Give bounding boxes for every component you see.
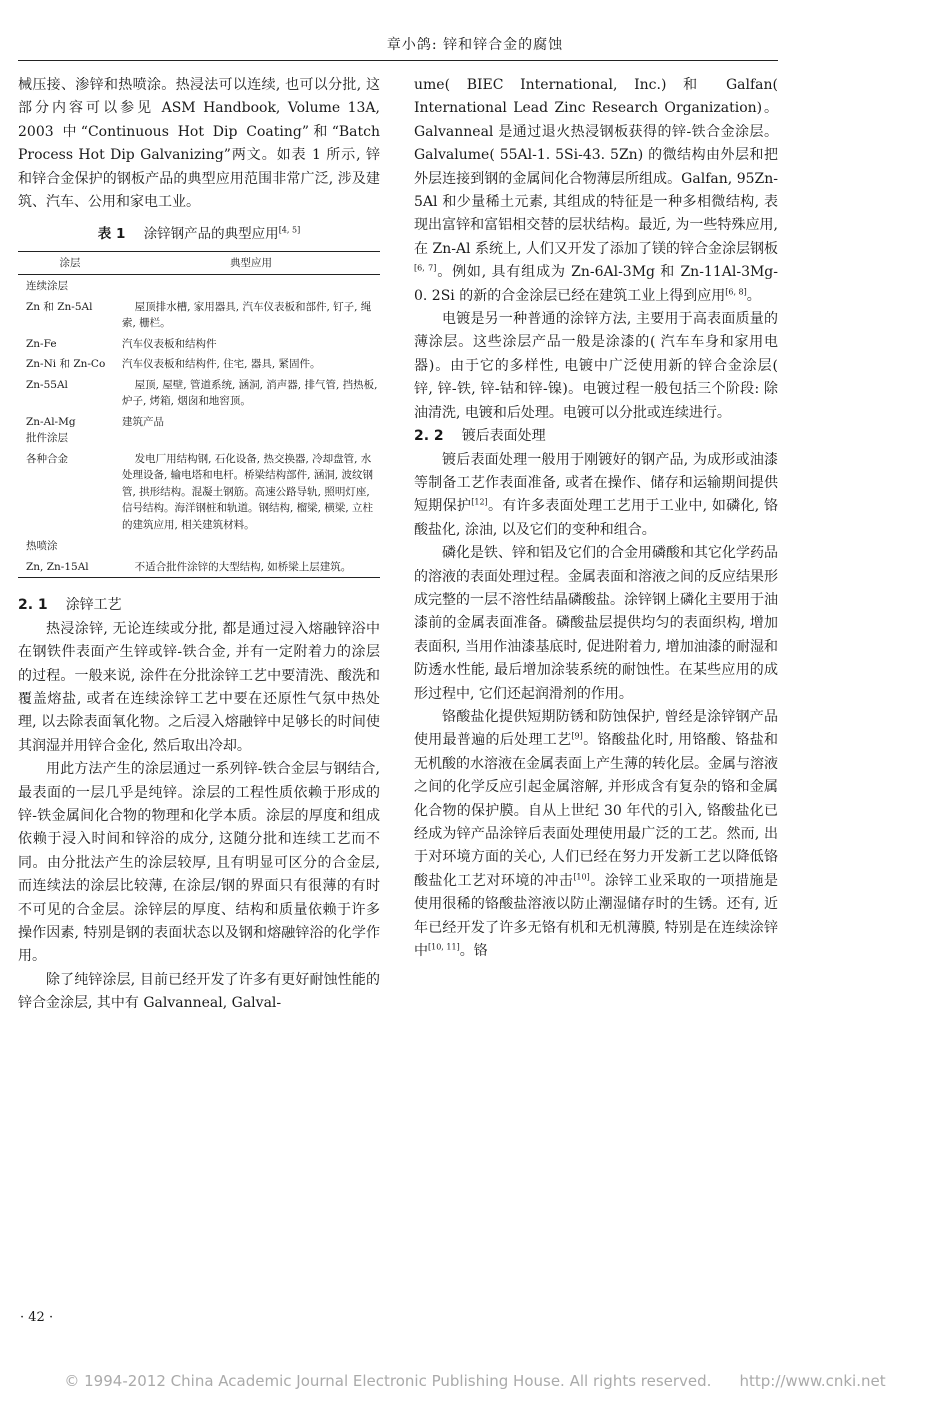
table-caption-label: 表 1 — [97, 226, 126, 243]
table-cell-coating: Zn-Ni 和 Zn-Co — [26, 358, 106, 371]
table-cell-text: 屋顶, 屋壁, 管道系统, 涵洞, 消声器, 排气管, 挡热板, 炉子, 烤箱, 烟囱和地窖顶。 — [122, 378, 378, 408]
citation: [12] — [471, 497, 488, 507]
table-cell-text: 发电厂用结构钢, 石化设备, 热交换器, 冷却盘管, 水处理设备, 输电塔和电杆。桥梁结构部件, 涵洞, 波纹钢管, 拱形结构。混凝土钢筋。高速公路导轨, 照明灯座, 信号结构。海洋钢桩和轨道。钢结构, 榴梁, 横梁, 立柱的建筑应用, 相关建筑材料。 — [122, 452, 374, 531]
table-row — [18, 354, 380, 375]
text-run: 。例如, 具有组成为 Zn-6Al-3Mg 和 Zn-11Al-3Mg-0. 2Si 的新的合金涂层已经在建筑工业上得到应用 — [414, 264, 779, 304]
section-title: 涂锌工艺 — [65, 597, 122, 614]
left-paragraph-1: 械压接、渗锌和热喷涂。热浸法可以连续, 也可以分批, 这部分内容可以参见 ASM Handbook, Volume 13A, 2003 中“Continuous Hot Dip Coating”和“Batch Process Hot Dip Galvanizing”两文。如表 1 所示, 锌和锌合金保护的钢板产品的典型应用范围非常广泛, 涉及建筑、汽车、公用和家电工业。 — [18, 77, 380, 211]
table-row — [18, 449, 380, 536]
table-row — [18, 375, 380, 412]
left-paragraph-3: 用此方法产生的涂层通过一系列锌-铁合金层与钢结合, 最表面的一层几乎是纯锌。涂层的工程性质依赖于形成的锌-铁金属间化合物的物理和化学本质。涂层的厚度和组成依赖于浸入时间和锌浴的成分, 这随分批和连续工艺而不同。由分批法产生的涂层较厚, 且有明显可区分的合金层, 而连续法的涂层比较薄, 在涂层/钢的界面只有很薄的有时不可见的合金层。涂锌层的厚度、结构和质量依赖于许多操作因素, 特别是钢的表面状态以及钢和熔融锌浴的化学作用。 — [18, 761, 380, 965]
table-cell-coating: Zn 和 Zn-5Al — [26, 300, 93, 313]
table-cell-application — [122, 297, 380, 334]
text-run: 镀后表面处理一般用于刚镀好的钢产品, 为成形或油漆等制备工艺作表面准备, 或者在操作、储存和运输期间提供短期保护 — [414, 451, 778, 515]
table-header-coating: 涂层 — [59, 256, 81, 269]
citation: [10] — [573, 872, 590, 882]
table-cell-application — [122, 375, 380, 412]
citation: [6, 7] — [414, 263, 437, 273]
running-header: 章小鸽: 锌和锌合金的腐蚀 — [386, 37, 564, 53]
table-cell-application: 汽车仪表板和结构件 — [122, 337, 217, 350]
right-column — [414, 74, 778, 963]
table-category: 连续涂层 — [26, 280, 68, 293]
left-paragraph-4: 除了纯锌涂层, 目前已经开发了许多有更好耐蚀性能的锌合金涂层, 其中有 Galvanneal, Galval- — [18, 971, 380, 1012]
table-cell-text: Zn-Al-Mg — [26, 415, 76, 428]
text-run: 铬酸盐化提供短期防锈和防蚀保护, 曾经是涂锌钢产品使用最普遍的后处理工艺 — [414, 708, 778, 749]
table-cell-application: 建筑产品 — [122, 415, 164, 428]
right-paragraph-5 — [414, 706, 778, 963]
right-paragraph-3 — [414, 449, 778, 543]
text-run: 。铬酸盐化时, 用铬酸、铬盐和无机酸的水溶液在金属表面上产生薄的转化层。金属与溶液之间的化学反应引起金属溶解, 并形成含有复杂的铬和金属化合物的保护膜。自从上世纪 30 年代的引入, 铬酸盐化已经成为锌产品涂锌后表面处理使用最广泛的工艺。然而, 出于对环境方面的关心, 人们已经在努力开发新工艺以降低铬酸盐化工艺对环境的冲击 — [414, 732, 779, 889]
table-cell-coating: Zn-Fe — [26, 337, 57, 350]
text-run: 。有许多表面处理工艺用于工业中, 如磷化, 铬酸盐化, 涂油, 以及它们的变种和组合。 — [414, 498, 778, 538]
table-cell-text: 批件涂层 — [26, 432, 68, 445]
footer-link[interactable]: http://www.cnki.net — [739, 1372, 886, 1390]
table-header-row — [18, 251, 380, 275]
table-caption — [18, 223, 380, 246]
page-number: · 42 · — [20, 1310, 54, 1325]
table-cell-text: 屋顶排水槽, 家用器具, 汽车仪表板和部件, 钉子, 绳索, 栅栏。 — [122, 300, 372, 330]
table-row — [18, 275, 380, 297]
text-run: 。涂锌工业采取的一项措施是使用很稀的铬酸盐溶液以防止潮湿储存时的生锈。还有, 近年已经开发了许多无铬有机和无机薄膜, 特别是在连续涂锌中 — [414, 872, 779, 960]
citation: [10, 11] — [428, 942, 460, 952]
citation: [9] — [571, 731, 583, 741]
footer-copyright: © 1994-2012 China Academic Journal Electronic Publishing House. All rights reserved. — [64, 1372, 712, 1390]
table-caption-text: 涂锌钢产品的典型应用 — [143, 226, 279, 243]
table-caption-ref: [4, 5] — [278, 225, 301, 235]
section-number: 2. 1 — [18, 597, 48, 614]
text-run: 。 — [746, 287, 761, 304]
table-cell-coating — [18, 412, 122, 449]
table-cell-coating: 各种合金 — [26, 452, 68, 465]
table-cell-application: 汽车仪表板和结构件, 住宅, 器具, 紧固件。 — [122, 358, 321, 371]
left-paragraph-2: 热浸涂锌, 无论连续或分批, 都是通过浸入熔融锌浴中在钢铁件表面产生锌或锌-铁合金, 并有一定附着力的涂层的过程。一般来说, 涂件在分批涂锌工艺中要清洗、酸洗和覆盖熔盐, 或者在连续涂锌工艺中要在还原性气氛中热处理, 以去除表面氧化物。之后浸入熔融锌中足够长的时间使其润湿并用锌合金化, 然后取出冷却。 — [18, 620, 380, 754]
section-number: 2. 2 — [414, 428, 444, 445]
table-category: 热喷涂 — [26, 540, 58, 553]
right-paragraph-2: 电镀是另一种普通的涂锌方法, 主要用于高表面质量的薄涂层。这些涂层产品一般是涂漆的( 汽车车身和家用电器)。由于它的多样性, 电镀中广泛使用新的锌合金涂层( 锌, 锌-铁, 锌-钴和锌-镍)。电镀过程一般包括三个阶段: 除油清洗, 电镀和后处理。电镀可以分批或连续进行。 — [414, 311, 778, 421]
table-cell-coating: Zn, Zn-15Al — [26, 560, 89, 573]
footer — [0, 1372, 950, 1390]
table-row — [18, 297, 380, 334]
section-heading-2-1 — [18, 594, 380, 617]
header-rule — [18, 60, 778, 61]
text-run: ume( BIEC International, Inc.) 和 Galfan( International Lead Zinc Research Organization)。Galvanneal 是通过退火热浸钢板获得的锌-铁合金涂层。Galvalume( 55Al-1. 5Si-43. 5Zn) 的微结构由外层和把外层连接到钢的金属间化合物薄层所组成。Galfan, 95Zn-5Al 和少量稀土元素, 其组成的特征是一种多相微结构, 表现出富锌和富铝相交替的层状结构。最近, 为一些特殊应用, 在 Zn-Al 系统上, 人们又开发了添加了镁的锌合金涂层钢板 — [414, 77, 778, 257]
citation: [6, 8] — [725, 287, 747, 296]
right-paragraph-4: 磷化是铁、锌和铝及它们的合金用磷酸和其它化学药品的溶液的表面处理过程。金属表面和溶液之间的反应结果形成完整的一层不溶性结晶磷酸盐。涂锌钢上磷化主要用于油漆前的金属表面准备。磷酸盐层提供均匀的表面织构, 增加表面积, 当用作油漆基底时, 促进附着力, 增加油漆的耐湿和防透水性能, 最后增加涂装系统的耐蚀性。在某些应用的成形过程中, 它们还起润滑剂的作用。 — [414, 545, 778, 702]
table-cell-application — [122, 557, 380, 578]
right-paragraph-1 — [414, 74, 778, 308]
section-heading-2-2 — [414, 425, 778, 448]
table-row — [18, 334, 380, 355]
left-column — [18, 74, 380, 1016]
applications-table — [18, 251, 380, 579]
table-cell-application — [122, 449, 380, 536]
table-row — [18, 557, 380, 578]
section-title: 镀后表面处理 — [461, 428, 546, 445]
table-cell-text: 不适合批件涂锌的大型结构, 如桥梁上层建筑。 — [134, 560, 352, 573]
table-cell-coating: Zn-55Al — [26, 378, 68, 391]
table-row — [18, 412, 380, 449]
table-row — [18, 535, 380, 557]
table-header-application: 典型应用 — [230, 256, 272, 269]
text-run: 。铬 — [459, 943, 488, 960]
